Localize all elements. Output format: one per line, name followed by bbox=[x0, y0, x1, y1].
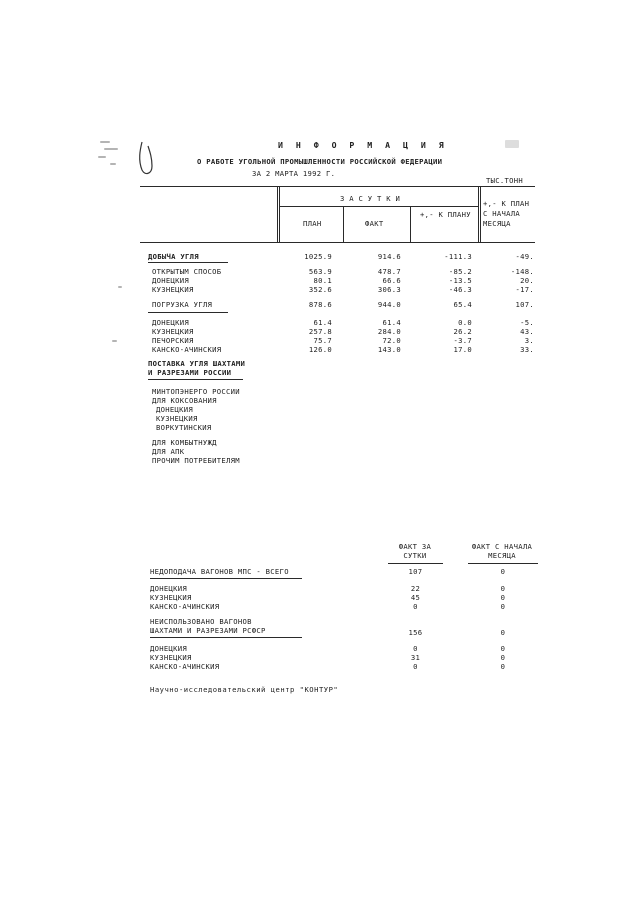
section-rule bbox=[148, 262, 228, 263]
row-label: КУЗНЕЦКИЯ bbox=[152, 285, 194, 294]
cell-diff: -13.5 bbox=[448, 276, 472, 285]
cell-fact: 66.6 bbox=[382, 276, 401, 285]
shortfall-row-label: КУЗНЕЦКИЯ bbox=[150, 593, 192, 602]
supply-item: ДЛЯ КОМБЫТНУЖД bbox=[152, 438, 217, 447]
shortfall-row-label: ДОНЕЦКИЯ bbox=[150, 584, 188, 593]
unused-total-day: 156 bbox=[408, 628, 423, 637]
table1-divider-3 bbox=[478, 186, 479, 242]
cell-diff: -46.3 bbox=[448, 285, 472, 294]
cell-diff: -85.2 bbox=[448, 267, 472, 276]
supply-title-1: ПОСТАВКА УГЛЯ ШАХТАМИ bbox=[148, 359, 246, 368]
cell-plan: 75.7 bbox=[313, 336, 332, 345]
cell-month: 33. bbox=[520, 345, 534, 354]
doc-date: ЗА 2 МАРТА 1992 Г. bbox=[252, 169, 336, 178]
cell-plan: 1025.9 bbox=[304, 252, 332, 261]
col-diff-header: +,- К ПЛАНУ bbox=[420, 210, 471, 219]
shortfall-row-label: КАНСКО-АЧИНСКИЯ bbox=[150, 602, 220, 611]
section-rule bbox=[148, 312, 228, 313]
supply-item: ДЛЯ КОКСОВАНИЯ bbox=[152, 396, 217, 405]
shortfall-row-month: 0 bbox=[500, 584, 506, 593]
col-divider bbox=[410, 206, 411, 242]
cell-plan: 61.4 bbox=[313, 318, 332, 327]
row-label: ПЕЧОРСКИЯ bbox=[152, 336, 194, 345]
cell-fact: 944.0 bbox=[377, 300, 401, 309]
cell-plan: 563.9 bbox=[308, 267, 332, 276]
col-divider bbox=[343, 206, 344, 242]
unused-row-day: 0 bbox=[413, 662, 418, 671]
doc-subtitle: О РАБОТЕ УГОЛЬНОЙ ПРОМЫШЛЕННОСТИ РОССИЙСКОЙ ФЕДЕРАЦИИ bbox=[197, 157, 443, 166]
unused-label-2: ШАХТАМИ И РАЗРЕЗАМИ РСФСР bbox=[150, 626, 266, 635]
cell-fact: 306.3 bbox=[377, 285, 401, 294]
group-rule bbox=[280, 206, 478, 207]
cell-month: -17. bbox=[515, 285, 534, 294]
col-fact-header: ФАКТ bbox=[365, 219, 384, 228]
supply-item: МИНТОПЭНЕРГО РОССИИ bbox=[152, 387, 240, 396]
cell-month: 43. bbox=[520, 327, 534, 336]
table1-divider-2 bbox=[279, 186, 280, 242]
unused-row-month: 0 bbox=[500, 662, 506, 671]
cell-fact: 914.6 bbox=[377, 252, 401, 261]
cell-month: 3. bbox=[524, 336, 534, 345]
cell-fact: 72.0 bbox=[382, 336, 401, 345]
cell-fact: 478.7 bbox=[377, 267, 401, 276]
table1-divider bbox=[277, 186, 278, 242]
shortfall-row-month: 0 bbox=[500, 593, 506, 602]
unused-row-month: 0 bbox=[500, 653, 506, 662]
units-label: ТЫС.ТОНН bbox=[486, 176, 524, 185]
unused-row-day: 0 bbox=[413, 644, 418, 653]
unused-total-month: 0 bbox=[500, 628, 506, 637]
table1-header-rule bbox=[140, 242, 535, 243]
cell-fact: 143.0 bbox=[377, 345, 401, 354]
shortfall-row-day: 45 bbox=[410, 593, 421, 602]
row-label: ОТКРЫТЫМ СПОСОБ bbox=[152, 267, 222, 276]
unused-label-1: НЕИСПОЛЬЗОВАНО ВАГОНОВ bbox=[150, 617, 252, 626]
unused-row-label: КАНСКО-АЧИНСКИЯ bbox=[150, 662, 220, 671]
cell-month: 107. bbox=[515, 300, 534, 309]
source-line: Научно-исследовательский центр "КОНТУР" bbox=[150, 685, 339, 694]
cell-month: -5. bbox=[520, 318, 534, 327]
supply-rule bbox=[148, 379, 243, 380]
shortfall-row-day: 22 bbox=[410, 584, 421, 593]
row-label: КУЗНЕЦКИЯ bbox=[152, 327, 194, 336]
unused-row-label: КУЗНЕЦКИЯ bbox=[150, 653, 192, 662]
cell-diff: -3.7 bbox=[453, 336, 472, 345]
cell-diff: -111.3 bbox=[444, 252, 472, 261]
row-label: ДОБЫЧА УГЛЯ bbox=[148, 252, 199, 261]
cell-month: -148. bbox=[510, 267, 534, 276]
row-label: ДОНЕЦКИЯ bbox=[152, 318, 190, 327]
cell-plan: 80.1 bbox=[313, 276, 332, 285]
col-month-header: +,- К ПЛАН С НАЧАЛА МЕСЯЦА bbox=[483, 199, 530, 228]
supply-item: ДЛЯ АПК bbox=[152, 447, 185, 456]
cell-plan: 126.0 bbox=[308, 345, 332, 354]
group-header: З А С У Т К И bbox=[340, 194, 401, 203]
col-plan-header: ПЛАН bbox=[303, 219, 322, 228]
doc-title: И Н Ф О Р М А Ц И Я bbox=[278, 140, 448, 150]
shortfall-row-month: 0 bbox=[500, 602, 506, 611]
section-rule bbox=[150, 637, 302, 638]
supply-item: КУЗНЕЦКИЯ bbox=[156, 414, 198, 423]
supply-item: ВОРКУТИНСКИЯ bbox=[156, 423, 212, 432]
cell-month: -49. bbox=[515, 252, 534, 261]
t2-col-day-header: ФАКТ ЗА СУТКИ bbox=[398, 542, 432, 560]
supply-title-2: И РАЗРЕЗАМИ РОССИИ bbox=[148, 368, 232, 377]
shortfall-total-day: 107 bbox=[408, 567, 423, 576]
cell-fact: 284.0 bbox=[377, 327, 401, 336]
paper-clip-mark bbox=[130, 140, 160, 178]
supply-item: ДОНЕЦКИЯ bbox=[156, 405, 194, 414]
cell-month: 20. bbox=[520, 276, 534, 285]
section-rule bbox=[150, 578, 302, 579]
unused-row-label: ДОНЕЦКИЯ bbox=[150, 644, 188, 653]
shortfall-total-label: НЕДОПОДАЧА ВАГОНОВ МПС - ВСЕГО bbox=[150, 567, 289, 576]
cell-fact: 61.4 bbox=[382, 318, 401, 327]
table1-divider-4 bbox=[480, 186, 481, 242]
table1-top-rule bbox=[140, 186, 535, 187]
cell-diff: 17.0 bbox=[453, 345, 472, 354]
shortfall-total-month: 0 bbox=[500, 567, 506, 576]
unused-row-month: 0 bbox=[500, 644, 506, 653]
cell-diff: 65.4 bbox=[453, 300, 472, 309]
shortfall-row-day: 0 bbox=[413, 602, 418, 611]
unused-row-day: 31 bbox=[410, 653, 421, 662]
cell-plan: 257.8 bbox=[308, 327, 332, 336]
t2-col-month-header: ФАКТ С НАЧАЛА МЕСЯЦА bbox=[471, 542, 533, 560]
row-label: ДОНЕЦКИЯ bbox=[152, 276, 190, 285]
t2-header-rule bbox=[468, 563, 538, 564]
cell-plan: 352.6 bbox=[308, 285, 332, 294]
t2-header-rule bbox=[388, 563, 443, 564]
cell-diff: 0.0 bbox=[458, 318, 472, 327]
cell-plan: 878.6 bbox=[308, 300, 332, 309]
row-label: ПОГРУЗКА УГЛЯ bbox=[152, 300, 213, 309]
supply-item: ПРОЧИМ ПОТРЕБИТЕЛЯМ bbox=[152, 456, 240, 465]
row-label: КАНСКО-АЧИНСКИЯ bbox=[152, 345, 222, 354]
cell-diff: 26.2 bbox=[453, 327, 472, 336]
